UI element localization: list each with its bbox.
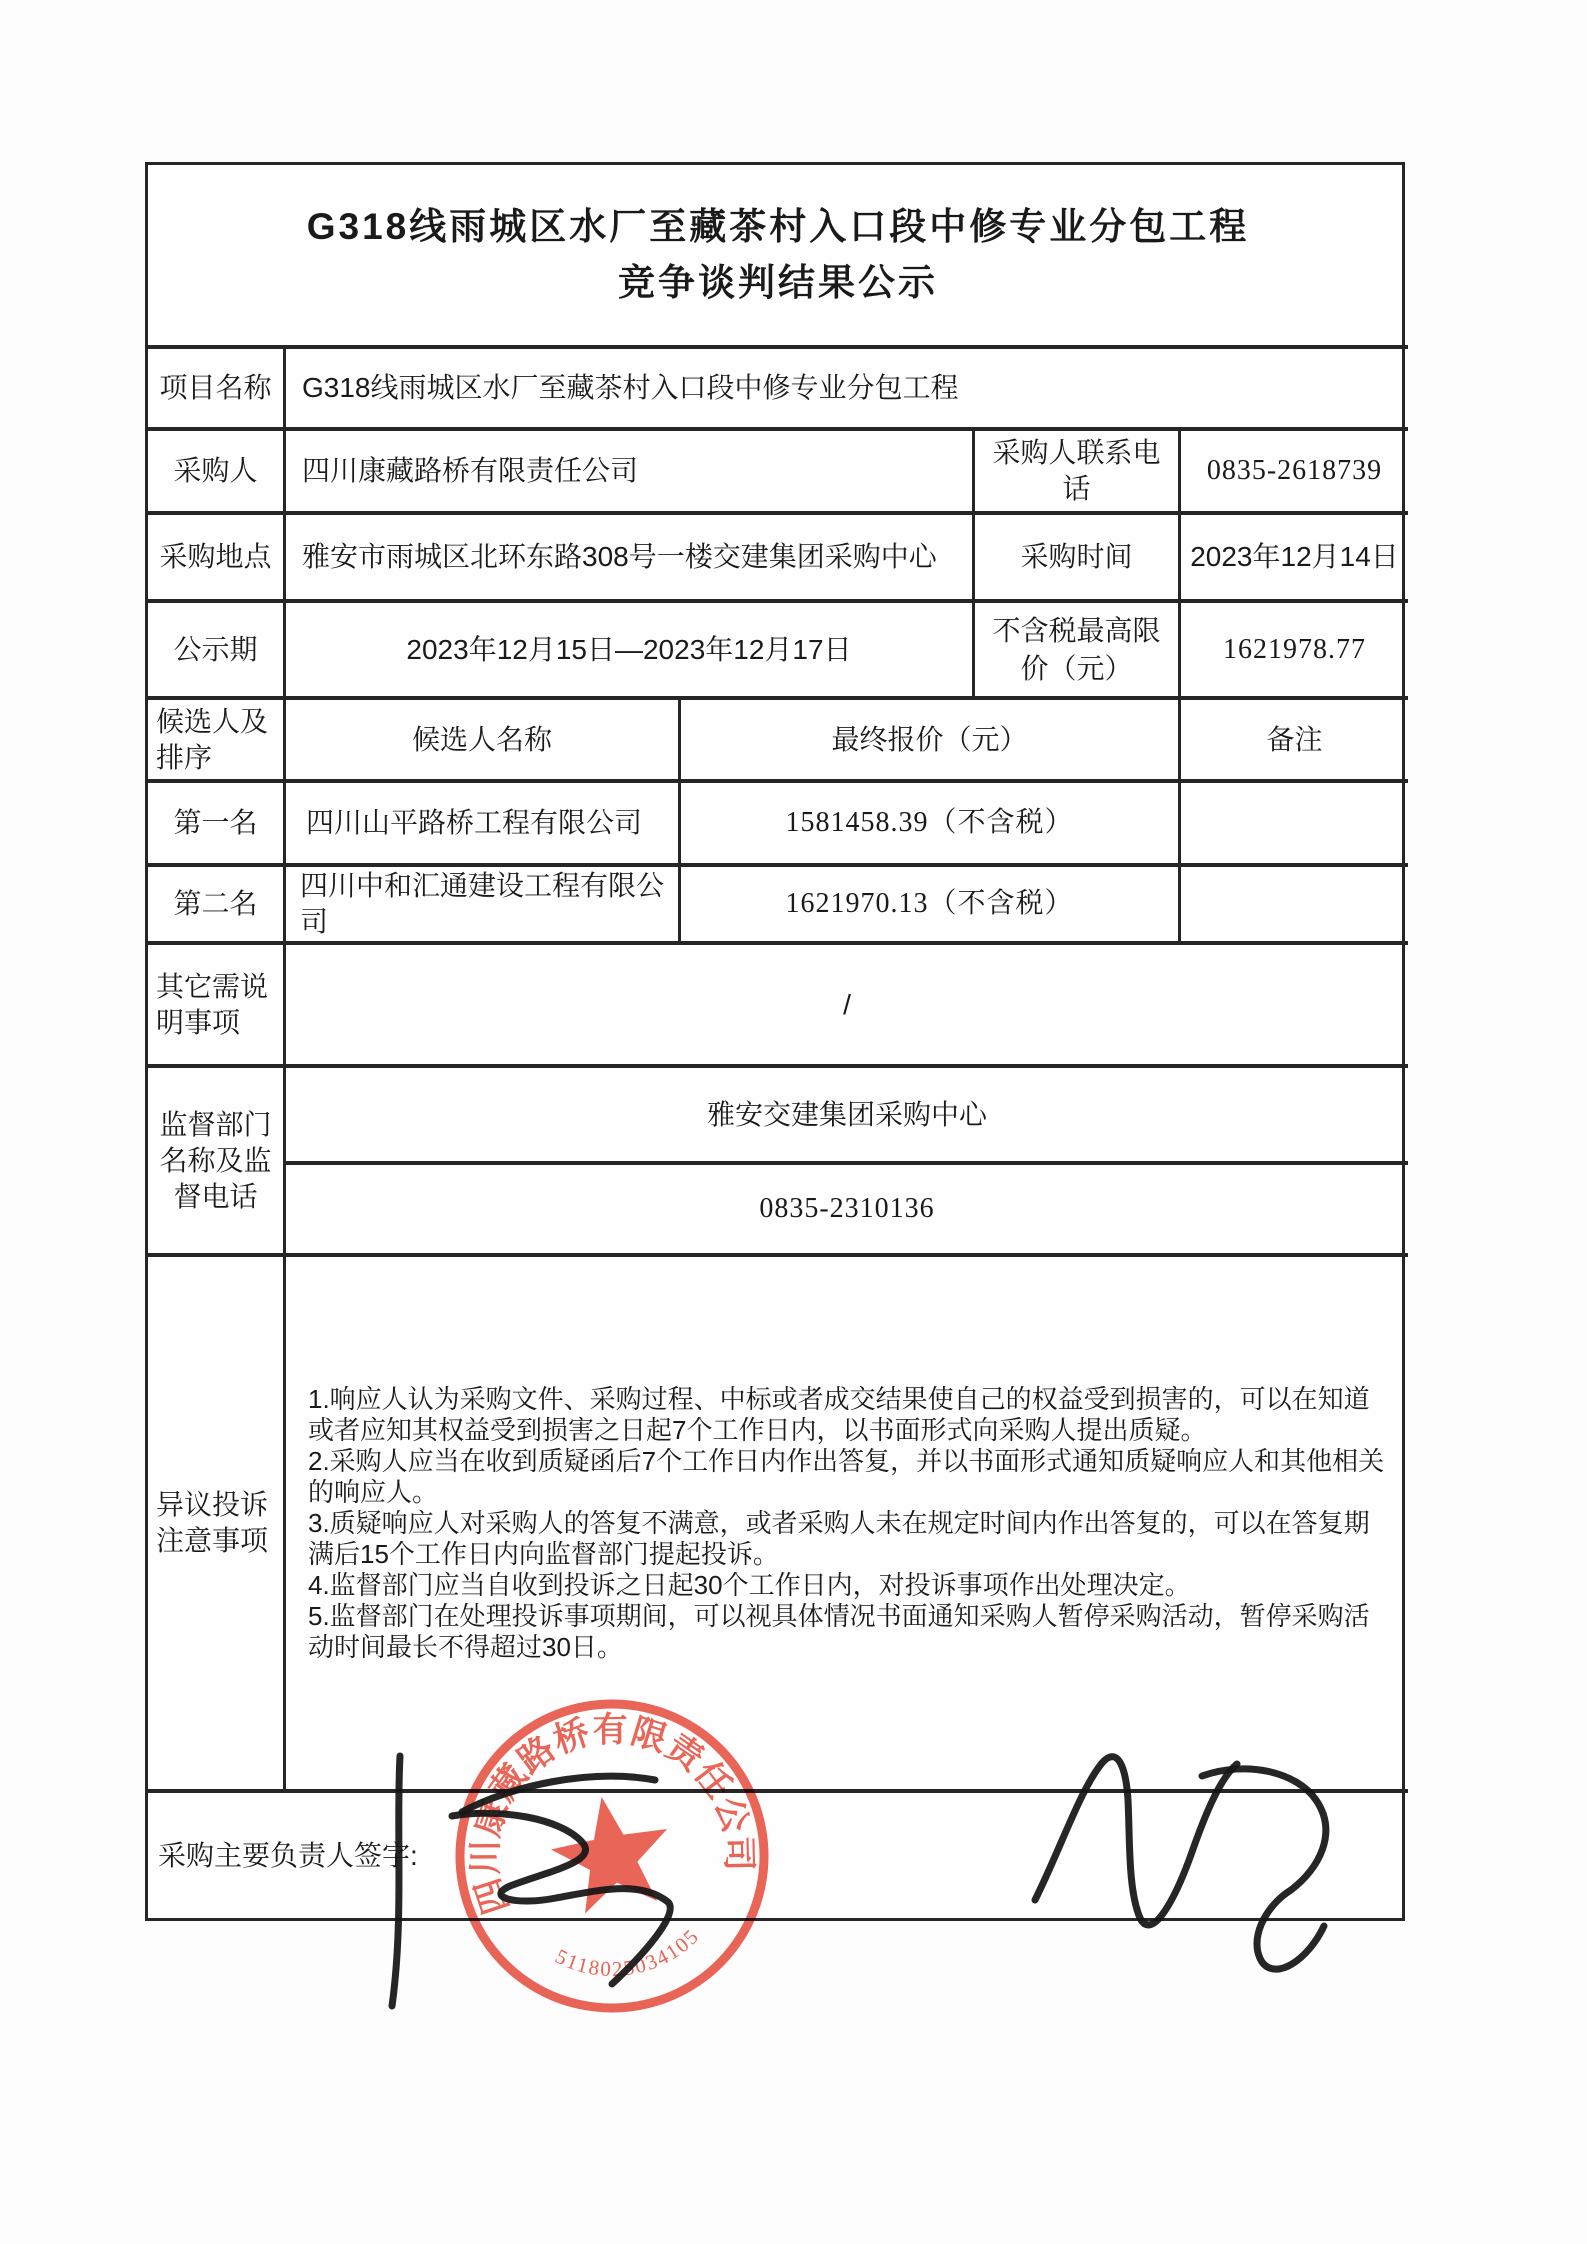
objection-label-line2: 注意事项	[156, 1525, 269, 1556]
supervision-label	[148, 1068, 286, 1257]
candidate-1-remark	[1181, 783, 1408, 867]
document-title	[148, 165, 1408, 349]
objection-label	[148, 1257, 286, 1793]
purchase-time-label: 采购时间	[975, 515, 1181, 603]
max-price-label: 不含税最高限价（元）	[975, 603, 1181, 700]
candidate-1-price: 1581458.39（不含税）	[681, 783, 1181, 867]
candidate-1-name: 四川山平路桥工程有限公司	[286, 783, 681, 867]
title-line-2: 竞争谈判结果公示	[618, 262, 938, 303]
objection-paragraph-1: 1.响应人认为采购文件、采购过程、中标或者成交结果使自己的权益受到损害的，可以在知道或者应知其权益受到损害之日起7个工作日内，以书面形式向采购人提出质疑。	[308, 1383, 1370, 1445]
candidates-price-header: 最终报价（元）	[681, 700, 1181, 783]
other-notes-label	[148, 945, 286, 1068]
candidates-remark-header: 备注	[1181, 700, 1408, 783]
candidate-2-rank: 第二名	[148, 867, 286, 945]
other-notes-label-line1: 其它需说	[156, 970, 269, 1002]
signature-row	[148, 1793, 1408, 1918]
candidates-name-header: 候选人名称	[286, 700, 681, 783]
purchaser-label: 采购人	[148, 431, 286, 515]
publicity-period-value: 2023年12月15日—2023年12月17日	[286, 603, 975, 700]
objection-paragraph-3: 3.质疑响应人对采购人的答复不满意，或者采购人未在规定时间内作出答复的，可以在答复期满后15个工作日内向监督部门提起投诉。	[308, 1507, 1370, 1569]
objection-paragraph-5: 5.监督部门在处理投诉事项期间，可以视具体情况书面通知采购人暂停采购活动，暂停采购活动时间最长不得超过30日。	[308, 1600, 1370, 1662]
objection-paragraph-2: 2.采购人应当在收到质疑函后7个工作日内作出答复，并以书面形式通知质疑响应人和其他相关的响应人。	[308, 1445, 1385, 1507]
candidates-rank-header	[148, 700, 286, 783]
other-notes-label-line2: 明事项	[156, 1006, 241, 1038]
signature-label: 采购主要负责人签字:	[158, 1839, 418, 1871]
candidate-1-rank: 第一名	[148, 783, 286, 867]
svg-text:5118025034105	[548, 1920, 709, 1993]
candidates-rank-header-line2: 排序	[156, 741, 213, 773]
objection-body	[286, 1257, 1408, 1793]
supervision-label-line1: 监督部门	[159, 1108, 272, 1140]
candidate-2-remark	[1181, 867, 1408, 945]
other-notes-value: /	[286, 945, 1408, 1068]
candidate-2-price: 1621970.13（不含税）	[681, 867, 1181, 945]
purchaser-phone-label: 采购人联系电话	[975, 431, 1181, 515]
purchase-time-value: 2023年12月14日	[1181, 515, 1408, 603]
result-table	[145, 162, 1405, 1921]
supervision-phone: 0835-2310136	[286, 1165, 1408, 1257]
purchaser-value: 四川康藏路桥有限责任公司	[286, 431, 975, 515]
max-price-value: 1621978.77	[1181, 603, 1408, 700]
project-name-label: 项目名称	[148, 349, 286, 431]
seal-number: 5118025034105	[551, 1923, 705, 1982]
location-value: 雅安市雨城区北环东路308号一楼交建集团采购中心	[286, 515, 975, 603]
seal-company-name: 四川康藏路桥有限责任公司	[465, 1710, 759, 1919]
publicity-period-label: 公示期	[148, 603, 286, 700]
project-name-value: G318线雨城区水厂至藏茶村入口段中修专业分包工程	[286, 349, 1408, 431]
supervision-label-line2: 名称及监	[159, 1144, 272, 1176]
candidates-rank-header-line1: 候选人及	[156, 705, 269, 737]
supervision-label-line3: 督电话	[173, 1180, 258, 1212]
candidate-2-name: 四川中和汇通建设工程有限公司	[286, 867, 681, 945]
supervision-name: 雅安交建集团采购中心	[286, 1068, 1408, 1165]
objection-label-line1: 异议投诉	[156, 1489, 269, 1520]
purchaser-phone-value: 0835-2618739	[1181, 431, 1408, 515]
objection-paragraph-4: 4.监督部门应当自收到投诉之日起30个工作日内，对投诉事项作出处理决定。	[308, 1569, 1191, 1600]
title-line-1: G318线雨城区水厂至藏茶村入口段中修专业分包工程	[306, 206, 1250, 247]
location-label: 采购地点	[148, 515, 286, 603]
